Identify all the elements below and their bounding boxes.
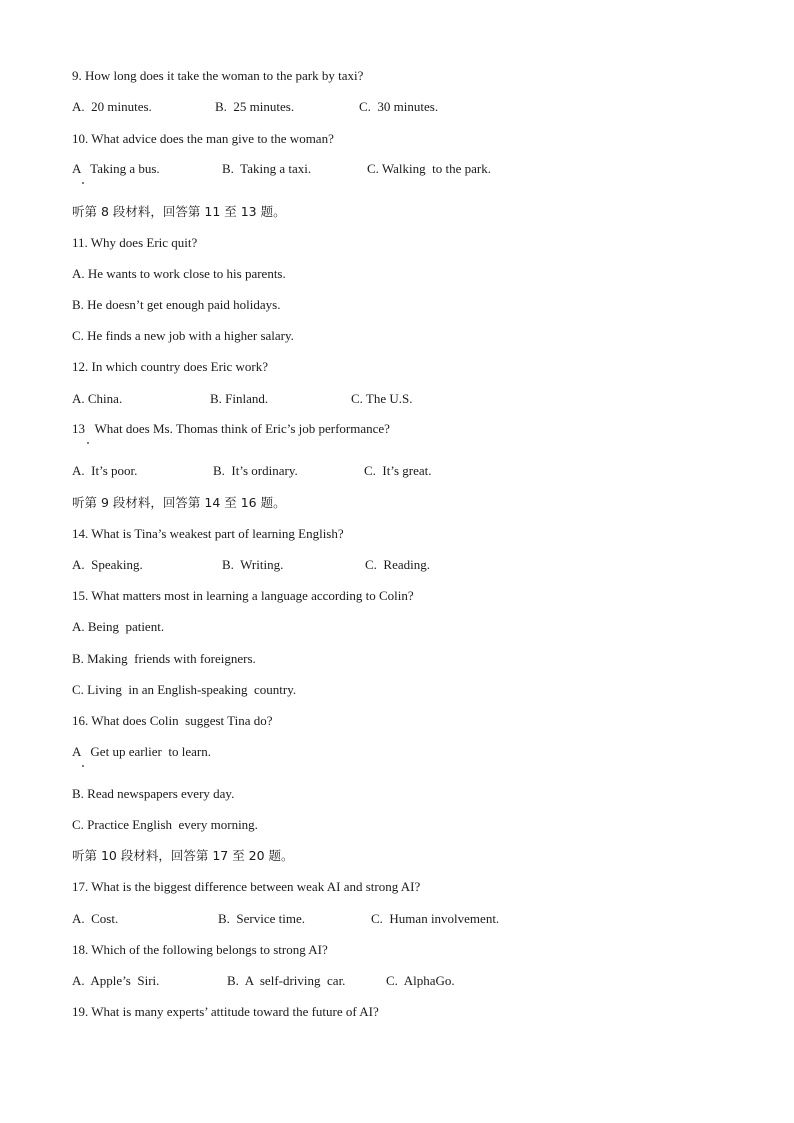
q15-option-b: B. Making friends with foreigners. — [72, 651, 256, 666]
q9-option-b: B. 25 minutes. — [215, 99, 295, 114]
q11-option-c: C. He finds a new job with a higher salary. — [72, 328, 294, 343]
stray-dot — [82, 182, 84, 184]
q15-option-c: C. Living in an English-speaking country. — [72, 682, 297, 697]
q16-option-b: B. Read newspapers every day. — [72, 786, 235, 801]
q11-option-a: A. He wants to work close to his parents. — [72, 266, 286, 281]
question-15: 15. What matters most in learning a language according to Colin? — [72, 588, 414, 603]
q12-option-a: A. China. — [72, 391, 123, 406]
question-17: 17. What is the biggest difference between weak AI and strong AI? — [72, 879, 421, 894]
q14-option-c: C. Reading. — [365, 557, 430, 572]
q10-option-b: B. Taking a taxi. — [222, 161, 312, 176]
q16-option-a: A Get up earlier to learn. — [72, 744, 211, 759]
q17-option-c: C. Human involvement. — [371, 911, 500, 926]
q18-option-c: C. AlphaGo. — [386, 973, 455, 988]
q17-option-b: B. Service time. — [218, 911, 306, 926]
q15-option-a: A. Being patient. — [72, 619, 165, 634]
question-13: 13 What does Ms. Thomas think of Eric’s job performance? — [72, 421, 390, 436]
q18-option-a: A. Apple’s Siri. — [72, 973, 160, 988]
question-14: 14. What is Tina’s weakest part of learning English? — [72, 526, 344, 541]
question-12: 12. In which country does Eric work? — [72, 359, 269, 374]
q9-option-c: C. 30 minutes. — [359, 99, 439, 114]
section-9-heading: 听第 9 段材料，回答第 14 至 16 题。 — [72, 495, 286, 510]
q10-option-c: C. Walking to the park. — [367, 161, 492, 176]
q13-option-b: B. It’s ordinary. — [213, 463, 298, 478]
section-8-heading: 听第 8 段材料，回答第 11 至 13 题。 — [72, 204, 286, 219]
q13-option-a: A. It’s poor. — [72, 463, 138, 478]
section-10-heading: 听第 10 段材料，回答第 17 至 20 题。 — [72, 848, 294, 863]
q14-option-b: B. Writing. — [222, 557, 284, 572]
q17-option-a: A. Cost. — [72, 911, 119, 926]
q12-option-b: B. Finland. — [210, 391, 269, 406]
question-11: 11. Why does Eric quit? — [72, 235, 198, 250]
question-10: 10. What advice does the man give to the woman? — [72, 131, 334, 146]
q14-option-a: A. Speaking. — [72, 557, 143, 572]
q10-option-a: A Taking a bus. — [72, 161, 160, 176]
q9-option-a: A. 20 minutes. — [72, 99, 152, 114]
q12-option-c: C. The U.S. — [351, 391, 413, 406]
q13-option-c: C. It’s great. — [364, 463, 432, 478]
question-18: 18. Which of the following belongs to strong AI? — [72, 942, 328, 957]
stray-dot — [82, 765, 84, 767]
q11-option-b: B. He doesn’t get enough paid holidays. — [72, 297, 281, 312]
stray-dot — [87, 442, 89, 444]
question-19: 19. What is many experts’ attitude toward the future of AI? — [72, 1004, 379, 1019]
question-16: 16. What does Colin suggest Tina do? — [72, 713, 273, 728]
q16-option-c: C. Practice English every morning. — [72, 817, 258, 832]
question-9: 9. How long does it take the woman to the park by taxi? — [72, 68, 364, 83]
q18-option-b: B. A self-driving car. — [227, 973, 346, 988]
